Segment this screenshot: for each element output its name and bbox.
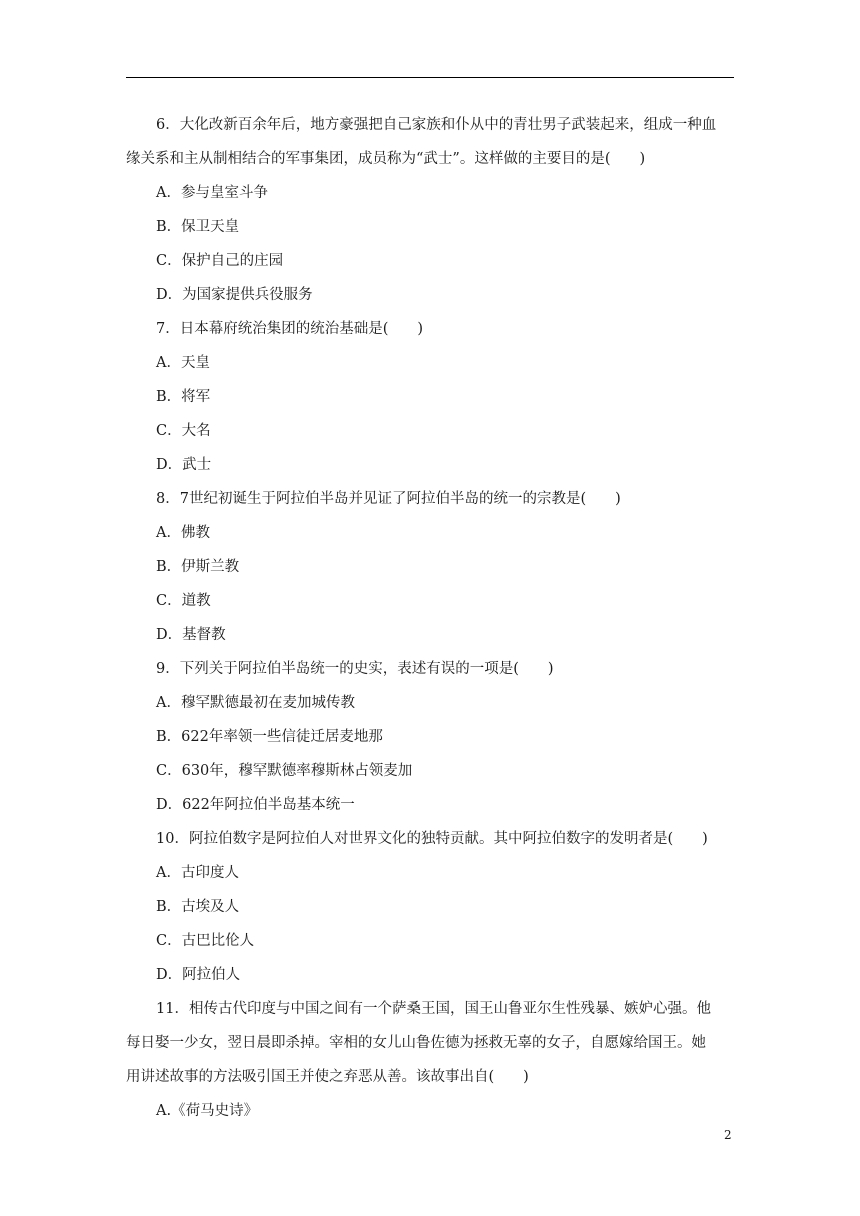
option-a: A．天皇: [156, 355, 210, 371]
question-stem-line: 8．7世纪初诞生于阿拉伯半岛并见证了阿拉伯半岛的统一的宗教是( ): [156, 491, 621, 507]
option-c: C．630年，穆罕默德率穆斯林占领麦加: [156, 763, 413, 779]
option-b: B．古埃及人: [156, 899, 240, 915]
question-8: [156, 482, 734, 652]
option-c: C．大名: [156, 423, 211, 439]
option-a: A．穆罕默德最初在麦加城传教: [156, 695, 355, 711]
question-9: [156, 652, 734, 822]
option-b: B．622年率领一些信徒迁居麦地那: [156, 729, 383, 745]
question-7: [156, 312, 734, 482]
option-d: D．为国家提供兵役服务: [156, 287, 313, 303]
question-6: [126, 108, 734, 312]
question-stem-line: 9．下列关于阿拉伯半岛统一的史实，表述有误的一项是( ): [156, 661, 554, 677]
question-stem-line: 缘关系和主从制相结合的军事集团，成员称为“武士”。这样做的主要目的是( ): [126, 151, 646, 167]
question-list: [126, 108, 734, 1128]
option-d: D．622年阿拉伯半岛基本统一: [156, 797, 355, 813]
header-rule: [126, 77, 734, 78]
option-d: D．阿拉伯人: [156, 967, 241, 983]
option-a: A.《荷马史诗》: [156, 1103, 259, 1119]
option-c: C．道教: [156, 593, 211, 609]
option-a: A．参与皇室斗争: [156, 185, 268, 201]
option-d: D．武士: [156, 457, 212, 473]
question-stem-line: 6．大化改新百余年后，地方豪强把自己家族和仆从中的青壮男子武装起来，组成一种血: [156, 117, 717, 133]
question-stem-line: 10．阿拉伯数字是阿拉伯人对世界文化的独特贡献。其中阿拉伯数字的发明者是( ): [156, 831, 708, 847]
question-stem-line: 用讲述故事的方法吸引国王并使之弃恶从善。该故事出自( ): [126, 1069, 529, 1085]
option-b: B．伊斯兰教: [156, 559, 240, 575]
option-c: C．保护自己的庄园: [156, 253, 284, 269]
option-c: C．古巴比伦人: [156, 933, 255, 949]
question-stem-line: 11．相传古代印度与中国之间有一个萨桑王国，国王山鲁亚尔生性残暴、嫉妒心强。他: [156, 1001, 711, 1017]
option-b: B．将军: [156, 389, 211, 405]
option-a: A．佛教: [156, 525, 210, 541]
question-11: [126, 992, 734, 1128]
option-d: D．基督教: [156, 627, 226, 643]
option-b: B．保卫天皇: [156, 219, 240, 235]
option-a: A．古印度人: [156, 865, 239, 881]
question-stem-line: 7．日本幕府统治集团的统治基础是( ): [156, 321, 424, 337]
question-stem-line: 每日娶一少女，翌日晨即杀掉。宰相的女儿山鲁佐德为拯救无辜的女子，自愿嫁给国王。她: [126, 1035, 706, 1051]
question-10: [156, 822, 734, 992]
page-number: 2: [724, 1128, 732, 1142]
